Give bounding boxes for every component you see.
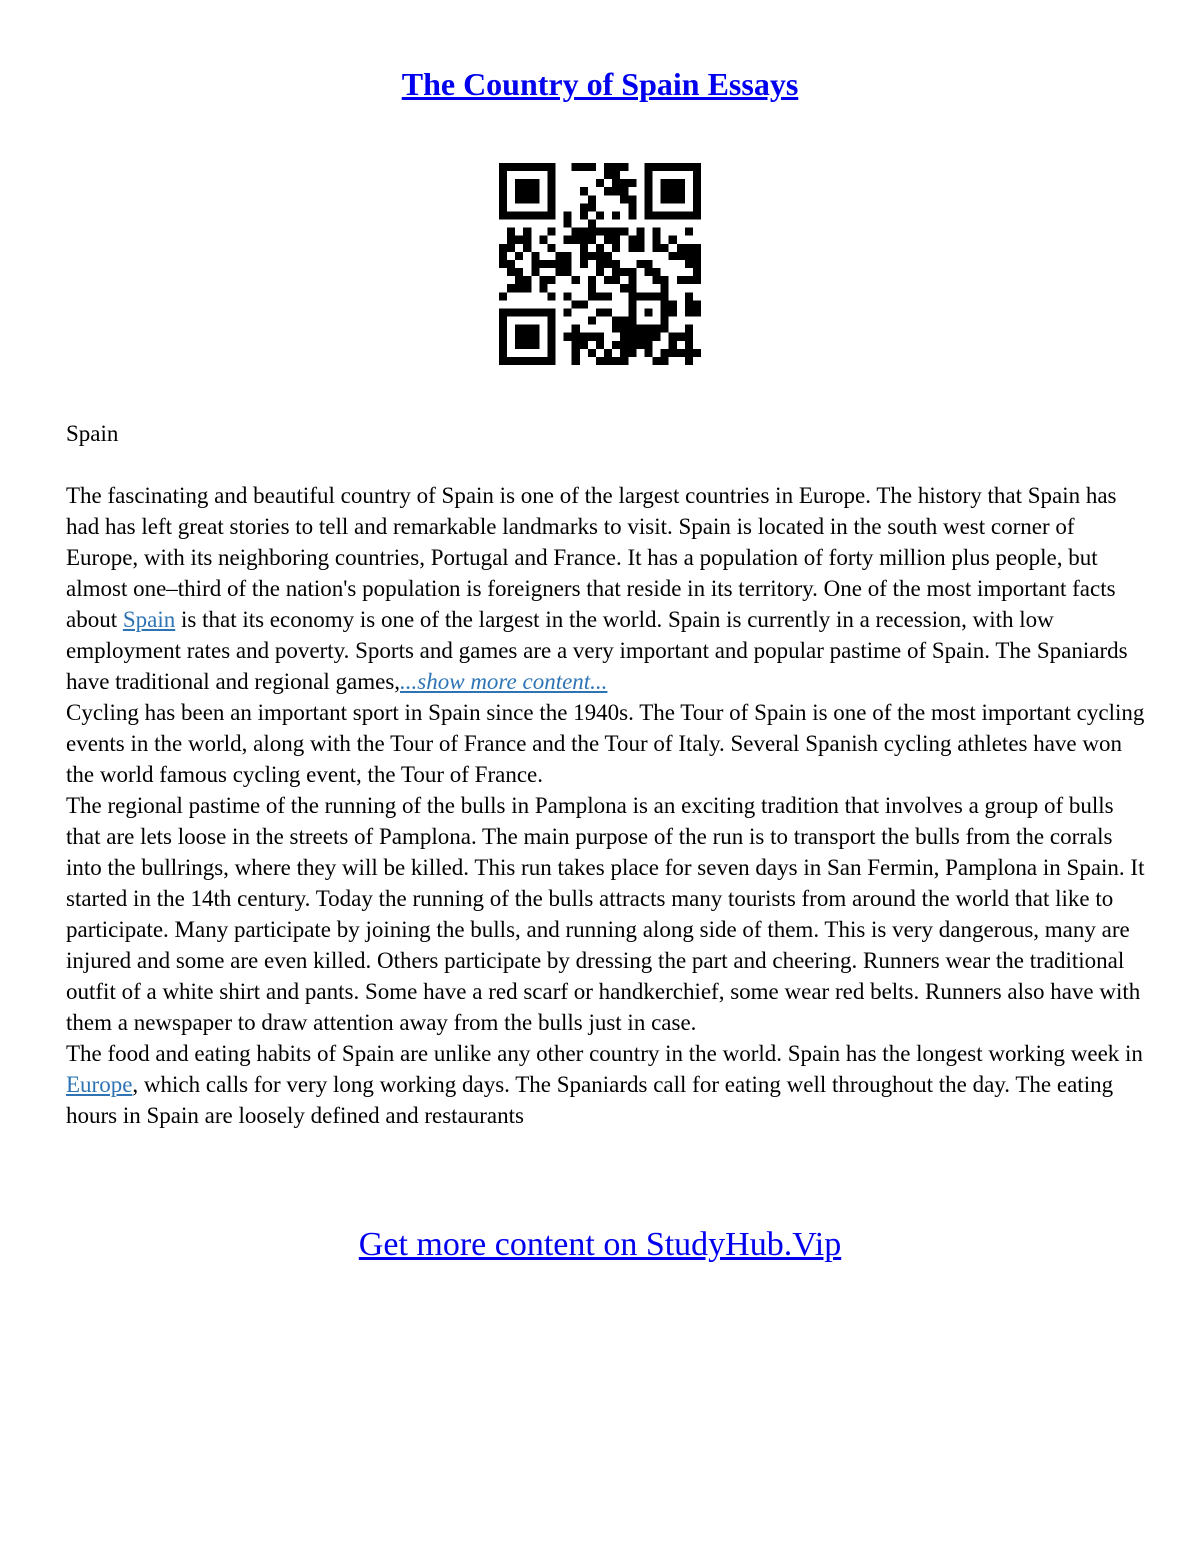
spain-link[interactable]: Spain — [122, 607, 176, 632]
paragraph-food-text-2: , which calls for very long working days. The Spaniards call for eating well throughout the day. The eating hours in Spain are loosely defined and restaurants — [66, 1072, 1114, 1128]
qr-code-icon — [499, 163, 701, 365]
paragraph-cycling: Cycling has been an important sport in Spain since the 1940s. The Tour of Spain is one of the most important cycling events in the world, along with the Tour of France and the Tour of Italy. Several Spanish cycling athletes have won the world famous cycling event, the Tour of France. — [66, 700, 1145, 787]
show-more-link[interactable]: ...show more content... — [400, 669, 608, 694]
paragraph-bulls: The regional pastime of the running of the bulls in Pamplona is an exciting tradition that involves a group of bulls that are lets loose in the streets of Pamplona. The main purpose of the run is to transport the bulls from the corrals into the bullrings, where they will be killed. This run takes place for seven days in San Fermin, Pamplona in Spain. It started in the 14th century. Today the running of the bulls attracts many tourists from around the world that like to participate. Many participate by joining the bulls, and running along side of them. This is very dangerous, many are injured and some are even killed. Others participate by dressing the part and cheering. Runners wear the traditional outfit of a white shirt and pants. Some have a red scarf or handkerchief, some wear red belts. Runners also have with them a newspaper to draw attention away from the bulls just in case. — [66, 793, 1145, 1035]
studyhub-cta-link[interactable]: Get more content on StudyHub.Vip — [358, 1226, 842, 1263]
paragraph-intro-text-2: is that its economy is one of the largest in the world. Spain is currently in a recession, with low employment rates and poverty. Sports and games are a very important and popular pastime of Spain. The Spaniards have traditional and regional games, — [66, 607, 1128, 694]
section-heading: Spain — [66, 421, 119, 446]
title-container — [0, 66, 1200, 103]
europe-link[interactable]: Europe — [66, 1072, 133, 1097]
essay-body — [66, 418, 1146, 1131]
paragraph-food-text-1: The food and eating habits of Spain are unlike any other country in the world. Spain has the longest working week in — [66, 1041, 1143, 1066]
paragraph-intro-text-1: The fascinating and beautiful country of Spain is one of the largest countries in Europe. The history that Spain has had has left great stories to tell and remarkable landmarks to visit. Spain is located in the south west corner of Europe, with its neighboring countries, Portugal and France. It has a population of forty million plus people, but almost one–third of the nation's population is foreigners that reside in its territory. One of the most important facts about — [66, 483, 1117, 632]
paragraph-intro — [66, 480, 1146, 697]
paragraph-food — [66, 1038, 1146, 1131]
cta-container — [0, 1226, 1200, 1264]
page-title-link[interactable]: The Country of Spain Essays — [401, 66, 799, 102]
